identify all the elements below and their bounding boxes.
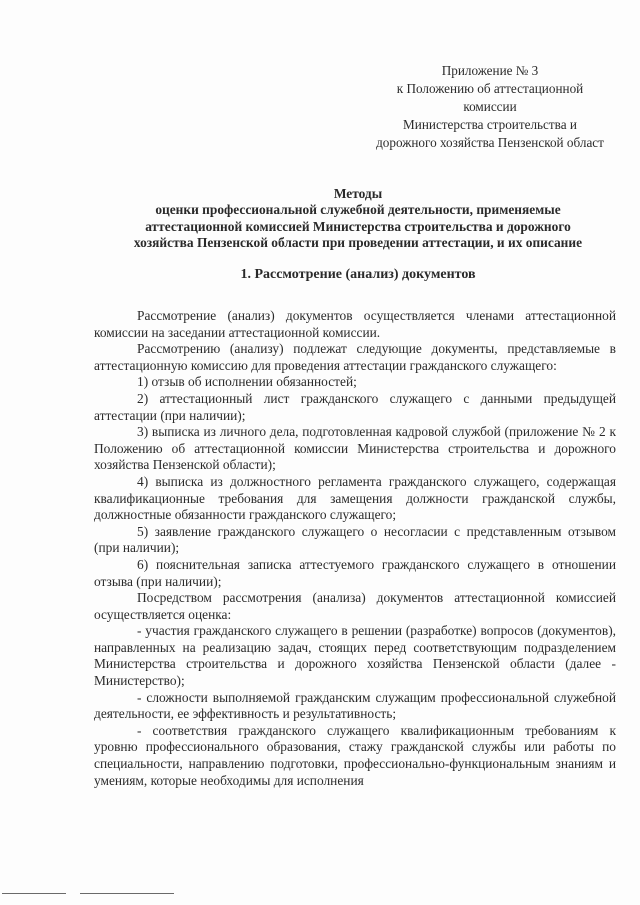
title-line: хозяйства Пензенской области при проведении аттестации, и их описание [133,235,583,251]
appendix-line: к Положению об аттестационной [396,81,584,96]
appendix-line: дорожного хозяйства Пензенской област [376,135,604,150]
document-title [104,186,612,252]
list-item: 5) заявление гражданского служащего о несогласии с представленным отзывом (при наличии); [94,523,616,556]
list-item: 6) пояснительная записка аттестуемого гражданского служащего в отношении отзыва (при наличии); [94,556,616,589]
title-line: Методы [333,186,383,201]
list-item: 2) аттестационный лист гражданского служащего с данными предыдущей аттестации (при наличии); [94,390,616,423]
appendix-line: Министерства строительства и [403,117,577,132]
appendix-line: комиссии [463,99,517,114]
appendix-line: Приложение № 3 [441,63,539,78]
title-line: оценки профессиональной служебной деятельности, применяемые [155,202,561,218]
footer-rule [2,893,66,894]
list-item: 3) выписка из личного дела, подготовленная кадровой службой (приложение № 2 к Положению об аттестационной комиссии Министерства строительства и дорожного хозяйства Пензенской области); [94,424,616,473]
list-item: - участия гражданского служащего в решении (разработке) вопросов (документов), направленных на реализацию задач, стоящих перед соответствующим подразделением Министерства строительства и дорожного хозяйства Пензенской области (далее - Министерство); [94,623,616,689]
title-line: аттестационной комиссией Министерства строительства и дорожного [145,218,571,234]
section-heading: 1. Рассмотрение (анализ) документов [240,267,476,282]
document-body [94,308,616,789]
list-item: 1) отзыв об исполнении обязанностей; [137,374,357,390]
appendix-note [352,62,628,152]
paragraph: Рассмотрению (анализу) подлежат следующие документы, представляемые в аттестационную комиссию для проведения аттестации гражданского служащего: [94,341,616,373]
list-item: - сложности выполняемой гражданским служащим профессиональной служебной деятельности, ее эффективность и результативность; [94,689,616,722]
list-item: - соответствия гражданского служащего квалификационным требованиям к уровню профессионального образования, стажу гражданской службы или работы по специальности, направлению подготовки, профессионально-функциональным знаниям и умениям, которые необходимы для исполнения [94,722,616,788]
list-item: 4) выписка из должностного регламента гражданского служащего, содержащая квалификационные требования для замещения должности гражданской службы, должностные обязанности гражданского служащего; [94,473,616,523]
paragraph: Рассмотрение (анализ) документов осуществляется членами аттестационной комиссии на заседании аттестационной комиссии. [94,308,616,340]
paragraph: Посредством рассмотрения (анализа) документов аттестационной комиссией осуществляется оценка: [94,590,616,622]
footer-rule [80,893,174,894]
